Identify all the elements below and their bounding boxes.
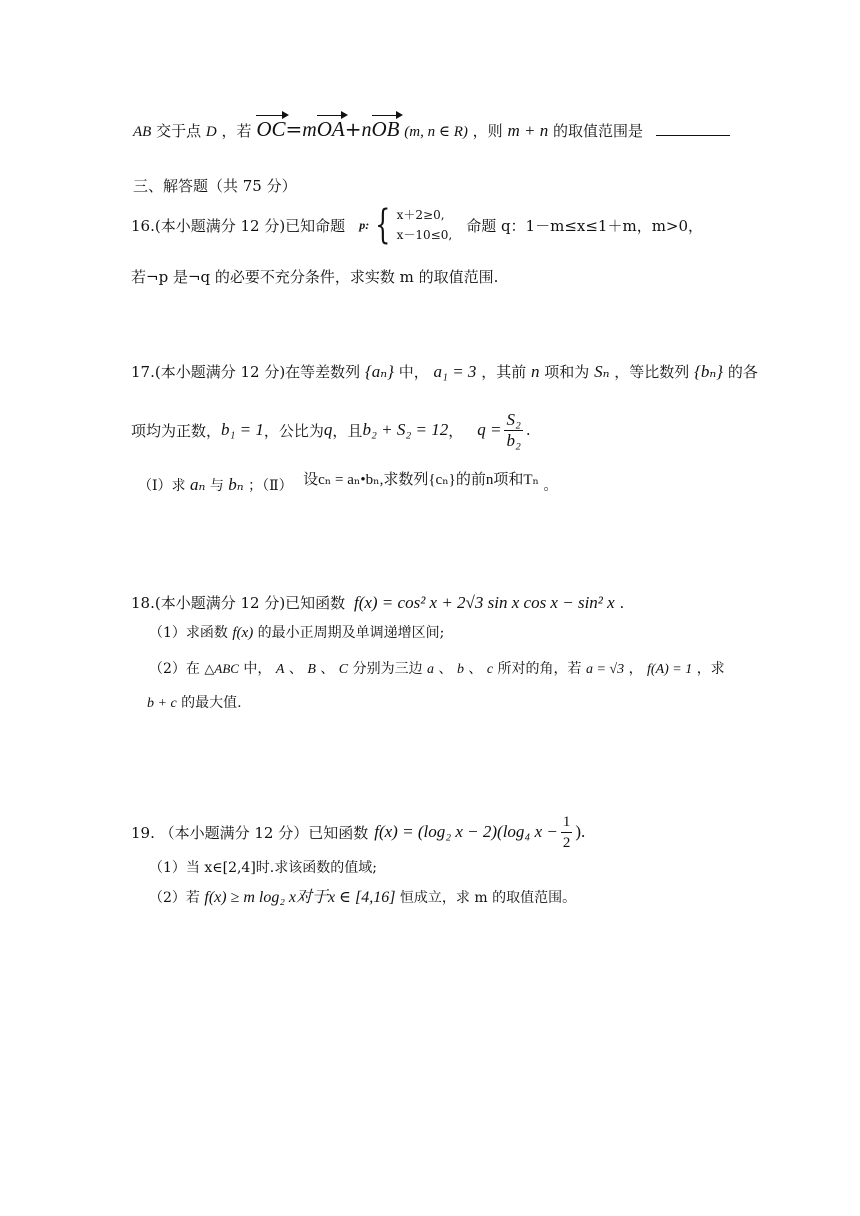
q16-line1 xyxy=(131,202,704,248)
part2-d: 所对的角，若 xyxy=(497,661,582,677)
q18-lead: 18.(本小题满分 12 分)已知函数 xyxy=(131,594,346,612)
q18-line3 xyxy=(147,692,242,712)
equals-sign: = xyxy=(285,117,303,141)
angle-b: B xyxy=(307,662,316,677)
fx: f(x) xyxy=(232,625,254,641)
sep: 、 xyxy=(438,661,453,677)
fraction-denominator: b₂ xyxy=(506,430,521,450)
text-ratio: ，公比为 xyxy=(263,421,324,440)
part1-c: ；（Ⅱ） xyxy=(248,478,293,494)
p-label: p: xyxy=(359,217,370,232)
q17-line3 xyxy=(138,474,558,495)
text-if: ，若 xyxy=(221,122,252,140)
function-b: ). xyxy=(575,822,586,841)
coef-n: n xyxy=(361,119,372,141)
answer-blank xyxy=(656,135,730,136)
f-a-value: f(A) = 1 xyxy=(647,662,693,677)
condition: f(x) ≥ m log₂ x对于x ∈ [4,16] xyxy=(204,889,396,906)
point-d: D xyxy=(205,124,217,140)
q17-lead: 17.(本小题满分 12 分)在等差数列 xyxy=(131,363,361,381)
function-a: f(x) = (log₂ x − 2)(log₄ x − xyxy=(374,822,558,841)
sep: 、 xyxy=(468,661,483,677)
vector-ob: OB xyxy=(371,117,400,141)
p-row-2: x－10≤0, xyxy=(396,228,453,242)
part1-a: （Ⅰ）求 xyxy=(138,478,186,494)
coef-m: m xyxy=(302,119,317,141)
part2: 设cₙ = aₙ•bₙ,求数列{cₙ}的前n项和Tₙ xyxy=(303,472,540,488)
part1-b: 的最小正周期及单调递增区间; xyxy=(257,625,445,641)
a1-value: a₁ = 3 xyxy=(433,362,477,381)
q15-line xyxy=(133,117,730,142)
text-each: 的各 xyxy=(727,363,758,381)
plus-sign: + xyxy=(344,117,362,141)
text-range: 的取值范围是 xyxy=(552,122,643,140)
proposition-p-system xyxy=(359,202,453,248)
sep: 、 xyxy=(320,661,335,677)
angle-a: A xyxy=(275,662,285,677)
p-row-1: x＋2≥0, xyxy=(396,208,445,222)
left-brace: { xyxy=(375,202,391,248)
q19-line1 xyxy=(131,808,585,856)
triangle-abc: △ABC xyxy=(204,661,239,676)
q16-q-part: 命题 q：1－m≤x≤1＋m，m>0， xyxy=(466,216,704,235)
period: . xyxy=(525,421,531,439)
period: . xyxy=(619,594,625,612)
text-items: 项和为 xyxy=(544,363,590,381)
an: aₙ xyxy=(189,475,206,494)
fraction-denominator: 2 xyxy=(562,834,571,851)
end-mark: 。 xyxy=(543,478,558,494)
q18-part2 xyxy=(149,658,725,678)
line2-a: 项均为正数， xyxy=(131,421,222,440)
n-var: n xyxy=(531,362,540,381)
q16-lead: 16.(本小题满分 12 分)已知命题 xyxy=(131,216,346,235)
b1-value: b₁ = 1 xyxy=(221,420,264,439)
part2-e: ，求 xyxy=(696,661,725,677)
sum-sn: Sₙ xyxy=(594,362,610,381)
q-var: q xyxy=(323,420,333,439)
equation-b2-s2: b₂ + S₂ = 12 xyxy=(362,420,449,439)
q19-part2 xyxy=(149,884,576,907)
part2-b: 恒成立，求 m 的取值范围。 xyxy=(399,890,577,906)
part2-a: （2）若 xyxy=(149,890,200,906)
side-b: b xyxy=(456,662,464,677)
segment-ab: AB xyxy=(133,124,152,140)
b-plus-c: b + c xyxy=(147,696,177,711)
fraction-numerator: S₂ xyxy=(506,409,521,429)
q19-part1: （1）当 x∈[2,4]时.求该函数的值域; xyxy=(149,860,377,876)
q19-lead: 19. （本小题满分 12 分）已知函数 xyxy=(131,823,369,842)
q18-line1 xyxy=(131,592,624,613)
side-a: a xyxy=(427,662,435,677)
part2-c: 分别为三边 xyxy=(352,661,423,677)
q18-part1 xyxy=(149,622,444,642)
angle-c: C xyxy=(338,662,349,677)
q16-line2: 若¬p 是¬q 的必要不充分条件，求实数 m 的取值范围. xyxy=(131,268,499,286)
sep: 、 xyxy=(288,661,303,677)
q17-line1 xyxy=(131,361,758,382)
function-f: f(x) = cos² x + 2√3 sin x cos x − sin² x xyxy=(353,593,615,612)
side-c: c xyxy=(486,662,494,677)
fraction-numerator: 1 xyxy=(561,812,573,833)
part2-b: 中， xyxy=(243,661,272,677)
a-value: a = √3 xyxy=(585,662,625,677)
bn: bₙ xyxy=(228,475,244,494)
text-in: 中， xyxy=(398,363,429,381)
condition: (m, n ∈ R) xyxy=(404,124,468,140)
seq-a: {aₙ} xyxy=(364,362,394,381)
part1-b: 与 xyxy=(209,478,224,494)
q17-line2 xyxy=(131,408,531,452)
line3-text: 的最大值. xyxy=(181,695,242,711)
text-and: ，且 xyxy=(332,421,363,440)
seq-b: {bₙ} xyxy=(694,362,724,381)
expr-m-plus-n: m + n xyxy=(507,121,549,140)
text-then: ，则 xyxy=(472,122,503,140)
fraction-one-half xyxy=(561,812,573,853)
part2-a: （2）在 xyxy=(149,661,200,677)
fraction-s2-over-b2 xyxy=(504,410,522,451)
comma: ， xyxy=(448,421,464,440)
text-intersect: 交于点 xyxy=(156,122,202,140)
q-equals: q = xyxy=(477,420,502,439)
part1-a: （1）求函数 xyxy=(149,625,228,641)
text-sum: ，其前 xyxy=(481,363,527,381)
vector-oa: OA xyxy=(316,117,345,141)
section-heading: 三、解答题（共 75 分） xyxy=(133,177,297,195)
comma: ， xyxy=(628,661,643,677)
text-geo: ，等比数列 xyxy=(614,363,690,381)
vector-oc: OC xyxy=(256,117,286,141)
